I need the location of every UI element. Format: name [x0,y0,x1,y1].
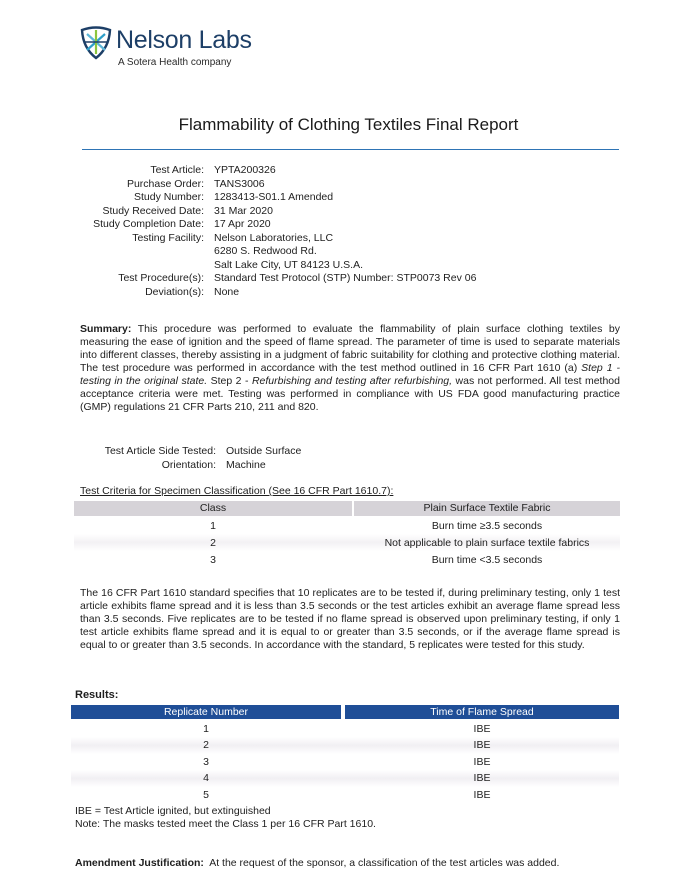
meta-label: Testing Facility: [132,231,204,244]
table-row [71,787,619,804]
study-metadata [60,164,620,299]
table-row [71,737,619,754]
class-note: Note: The masks tested meet the Class 1 per 16 CFR Part 1610. [75,818,376,830]
summary-text: was not performed. All test method acceptance criteria were met. Testing was performed in compliance with US FDA good manufacturing practice (GMP) regulations 21 CFR Parts 210, 211 and 820. [80,375,620,413]
replicate-cell: 5 [203,788,209,801]
time-cell: IBE [473,788,491,801]
meta-row [60,272,620,286]
meta-value: 1283413-S01.1 Amended [214,191,334,203]
table-row [74,534,620,551]
amendment-label: Amendment Justification: [75,857,204,869]
fabric-cell: Burn time <3.5 seconds [431,553,543,566]
class-cell: 1 [210,519,216,532]
column-header-class: Class [74,501,352,516]
results-table [71,704,619,803]
summary-paragraph [80,323,620,414]
criteria-table [74,500,620,568]
meta-row [60,232,620,246]
fabric-cell: Not applicable to plain surface textile fabrics [384,536,590,549]
meta-value: YPTA200326 [214,164,276,176]
amendment-justification [75,857,559,869]
table-row [71,754,619,771]
company-logo [78,24,278,72]
table-row [71,721,619,738]
amendment-text: At the request of the sponsor, a classification of the test articles was added. [209,857,560,869]
meta-row [60,286,620,300]
replicate-cell: 4 [203,772,209,785]
replicate-cell: 1 [203,722,209,735]
meta-row [60,191,620,205]
summary-text: Step 2 - [207,375,252,387]
column-header-time: Time of Flame Spread [345,705,619,719]
summary-step-1: Step 1 - testing in the original state. [80,362,620,387]
meta-value: TANS3006 [214,177,265,190]
replicate-cell: 2 [203,739,209,752]
test-side-block [80,444,301,472]
time-cell: IBE [473,772,491,785]
meta-row [60,245,620,259]
table-row [74,551,620,568]
summary-step-2: Refurbishing and testing after refurbishing, [251,375,453,387]
meta-value: 17 Apr 2020 [214,218,271,230]
meta-value: 31 Mar 2020 [214,204,273,217]
side-tested-value: Outside Surface [226,445,302,457]
table-header-row [71,704,619,721]
time-cell: IBE [473,739,491,752]
side-row [80,444,301,458]
summary-label: Summary: [80,323,132,335]
company-name: Nelson Labs [116,26,252,54]
meta-row [60,205,620,219]
orientation-label: Orientation: [161,459,216,471]
meta-label: Study Completion Date: [93,218,204,230]
side-row [80,458,301,472]
column-header-fabric: Plain Surface Textile Fabric [354,501,620,516]
time-cell: IBE [473,755,491,768]
meta-row [60,259,620,273]
ibe-definition: IBE = Test Article ignited, but extinguished [75,805,271,817]
summary-text: This procedure was performed to evaluate the flammability of plain surface clothing textiles by measuring the ease of ignition and the speed of flame spread. The parameter of time is used to separate materials into different classes, thereby assisting in a judgment of fabric suitability for clothing and protective clothing material. The test procedure was performed in accordance with the test method outlined in 16 CFR Part 1610 (a) [80,323,620,374]
meta-row [60,164,620,178]
table-row [74,517,620,534]
meta-row [60,178,620,192]
column-header-replicate: Replicate Number [71,705,341,719]
meta-label: Study Number: [133,191,204,203]
class-cell: 3 [210,553,216,566]
meta-label [60,259,214,273]
orientation-value: Machine [226,459,266,471]
report-title: Flammability of Clothing Textiles Final Report [178,115,519,134]
nelson-labs-shield-icon [78,24,114,60]
meta-value: Nelson Laboratories, LLC [214,231,334,244]
company-tagline: A Sotera Health company [118,57,232,68]
meta-label: Study Received Date: [102,204,204,217]
meta-label: Test Article: [150,164,204,176]
time-cell: IBE [473,722,491,735]
meta-value: Salt Lake City, UT 84123 U.S.A. [214,258,364,271]
notes-block [75,805,376,831]
meta-label: Test Procedure(s): [118,272,204,284]
meta-value: Standard Test Protocol (STP) Number: STP0073 Rev 06 [214,272,477,284]
meta-value: None [214,285,240,298]
meta-row [60,218,620,232]
meta-label: Deviation(s): [145,285,204,298]
meta-label [60,245,214,259]
fabric-cell: Burn time ≥3.5 seconds [431,519,543,532]
replicate-cell: 3 [203,755,209,768]
meta-label: Purchase Order: [126,177,204,190]
standard-paragraph: The 16 CFR Part 1610 standard specifies that 10 replicates are to be tested if, during preliminary testing, only 1 test article exhibits flame spread and it is less than 3.5 seconds or the test articles exhibit an average flame spread less than 3.5 seconds. Five replicates are to be tested if no flame spread is observed upon preliminary testing, if only 1 test article exhibits flame spread and it is equal to or greater than 3.5 seconds, or if the average flame spread is equal to or greater than 3.5 seconds. In accordance with the standard, 5 replicates were tested for this study. [80,587,620,651]
criteria-heading: Test Criteria for Specimen Classification (See 16 CFR Part 1610.7): [80,485,394,497]
table-header-row [74,500,620,517]
side-tested-label: Test Article Side Tested: [104,445,216,457]
class-cell: 2 [210,536,216,549]
title-divider [82,149,619,150]
meta-value: 6280 S. Redwood Rd. [214,245,317,257]
results-heading: Results: [75,689,119,701]
table-row [71,770,619,787]
